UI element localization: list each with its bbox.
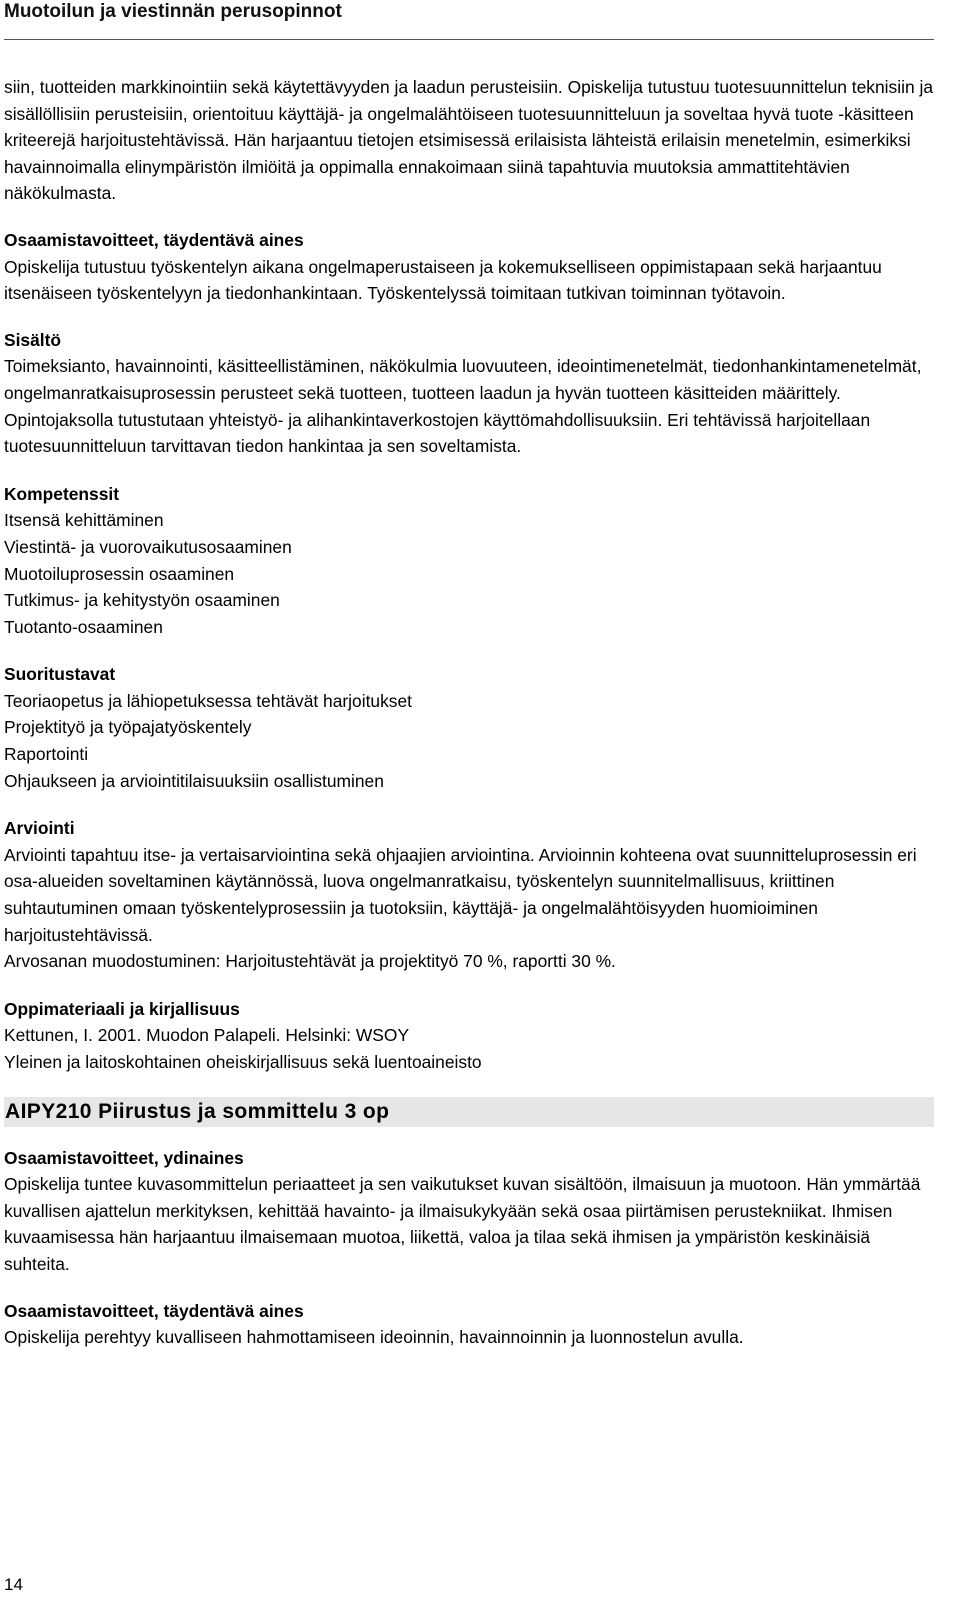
list-item: Projektityö ja työpajatyöskentely <box>4 717 252 738</box>
section-course2-supplementary-goals <box>4 1298 934 1351</box>
list-item: Itsensä kehittäminen <box>4 510 164 531</box>
section-methods <box>4 661 934 794</box>
list-item: Raportointi <box>4 744 89 765</box>
section-title: Kompetenssit <box>4 483 119 504</box>
section-text: Opiskelija tutustuu työskentelyn aikana ongelmaperustaiseen ja kokemukselliseen oppimistapaan sekä harjaantuu itsenäiseen työskentelyyn ja tiedonhankintaan. Työskentelyssä toimitaan tutkivan toiminnan työtavoin. <box>4 256 882 304</box>
list-item: Muotoiluprosessin osaaminen <box>4 563 235 584</box>
section-competences <box>4 481 934 641</box>
list-item: Teoriaopetus ja lähiopetuksessa tehtävät harjoitukset <box>4 690 412 711</box>
section-title: Oppimateriaali ja kirjallisuus <box>4 998 240 1019</box>
section-text: Arviointi tapahtuu itse- ja vertaisarviointina sekä ohjaajien arviointina. Arvioinnin kohteena ovat suunnitteluprosessin eri osa-alueiden soveltaminen käytännössä, luova ongelmanratkaisu, työskentelyn suunnitelmallisuus, kriittinen suhtautuminen omaan työskentelyprosessiin ja tuotoksiin, käyttäjä- ja ongelmalähtöisyyden huomioiminen harjoitustehtävissä. <box>4 844 917 945</box>
header-divider <box>4 39 934 40</box>
section-title: Arviointi <box>4 818 75 839</box>
section-content <box>4 327 934 460</box>
intro-paragraph: siin, tuotteiden markkinointiin sekä käytettävyyden ja laadun perusteisiin. Opiskelija tutustuu tuotesuunnittelun teknisiin ja sisällöllisiin perusteisiin, orientoituu käyttäjä- ja ongelmalähtöiseen tuotesuunnitteluun ja soveltaa hyvä tuote -käsitteen kriteerejä harjoitustehtävissä. Hän harjaantuu tietojen etsimisessä erilaisista lähteistä erilaisin menetelmin, esimerkiksi havainnoimalla elinympäristön ilmiöitä ja oppimalla ennakoimaan siinä tapahtuvia muutoksia ammattitehtävien näkökulmasta. <box>4 77 933 204</box>
list-item: Tutkimus- ja kehitystyön osaaminen <box>4 590 280 611</box>
running-header: Muotoilun ja viestinnän perusopinnot <box>4 1 342 22</box>
page-content <box>4 74 934 1351</box>
section-title: Sisältö <box>4 329 62 350</box>
list-item: Ohjaukseen ja arviointitilaisuuksiin osallistuminen <box>4 770 384 791</box>
section-text: Opiskelija tuntee kuvasommittelun periaatteet ja sen vaikutukset kuvan sisältöön, ilmaisuun ja muotoon. Hän ymmärtää kuvallisen ajattelun merkityksen, kehittää havainto- ja ilmaisukykyään sekä osaa piirtämisen perustekniikat. Ihmisen kuvaamisessa hän harjaantuu ilmaisemaan muotoa, liikettä, valoa ja tilaa sekä ihmisen ja ympäristön keskinäisiä suhteita. <box>4 1174 921 1274</box>
grading-line: Arvosanan muodostuminen: Harjoitustehtävät ja projektityö 70 %, raportti 30 %. <box>4 951 616 972</box>
list-item: Tuotanto-osaaminen <box>4 616 163 637</box>
section-title: Osaamistavoitteet, ydinaines <box>4 1147 244 1168</box>
list-item: Viestintä- ja vuorovaikutusosaaminen <box>4 536 292 557</box>
section-text: Opiskelija perehtyy kuvalliseen hahmottamiseen ideoinnin, havainnoinnin ja luonnostelun avulla. <box>4 1327 744 1348</box>
section-title: Suoritustavat <box>4 664 116 685</box>
section-text: Toimeksianto, havainnointi, käsitteellistäminen, näkökulmia luovuuteen, ideointimenetelmät, tiedonhankintamenetelmät, ongelmanratkaisuprosessin perusteet sekä tuotteen, tuotteen laadun ja hyvän tuotteen käsitteiden määrittely. Opintojaksolla tutustutaan yhteistyö- ja alihankintaverkostojen käyttömahdollisuuksiin. Eri tehtävissä harjoitellaan tuotesuunnitteluun tarvittavan tiedon hankintaa ja sen soveltamista. <box>4 356 922 457</box>
section-materials <box>4 996 934 1076</box>
section-title: Osaamistavoitteet, täydentävä aines <box>4 1300 304 1321</box>
section-supplementary-goals <box>4 227 934 307</box>
section-title: Osaamistavoitteet, täydentävä aines <box>4 229 304 250</box>
course-heading: AIPY210 Piirustus ja sommittelu 3 op <box>4 1097 934 1127</box>
list-item: Yleinen ja laitoskohtainen oheiskirjallisuus sekä luentoaineisto <box>4 1052 482 1072</box>
page-number: 14 <box>4 1575 23 1594</box>
section-assessment <box>4 815 934 975</box>
section-core-goals <box>4 1145 934 1278</box>
list-item: Kettunen, I. 2001. Muodon Palapeli. Helsinki: WSOY <box>4 1025 410 1046</box>
